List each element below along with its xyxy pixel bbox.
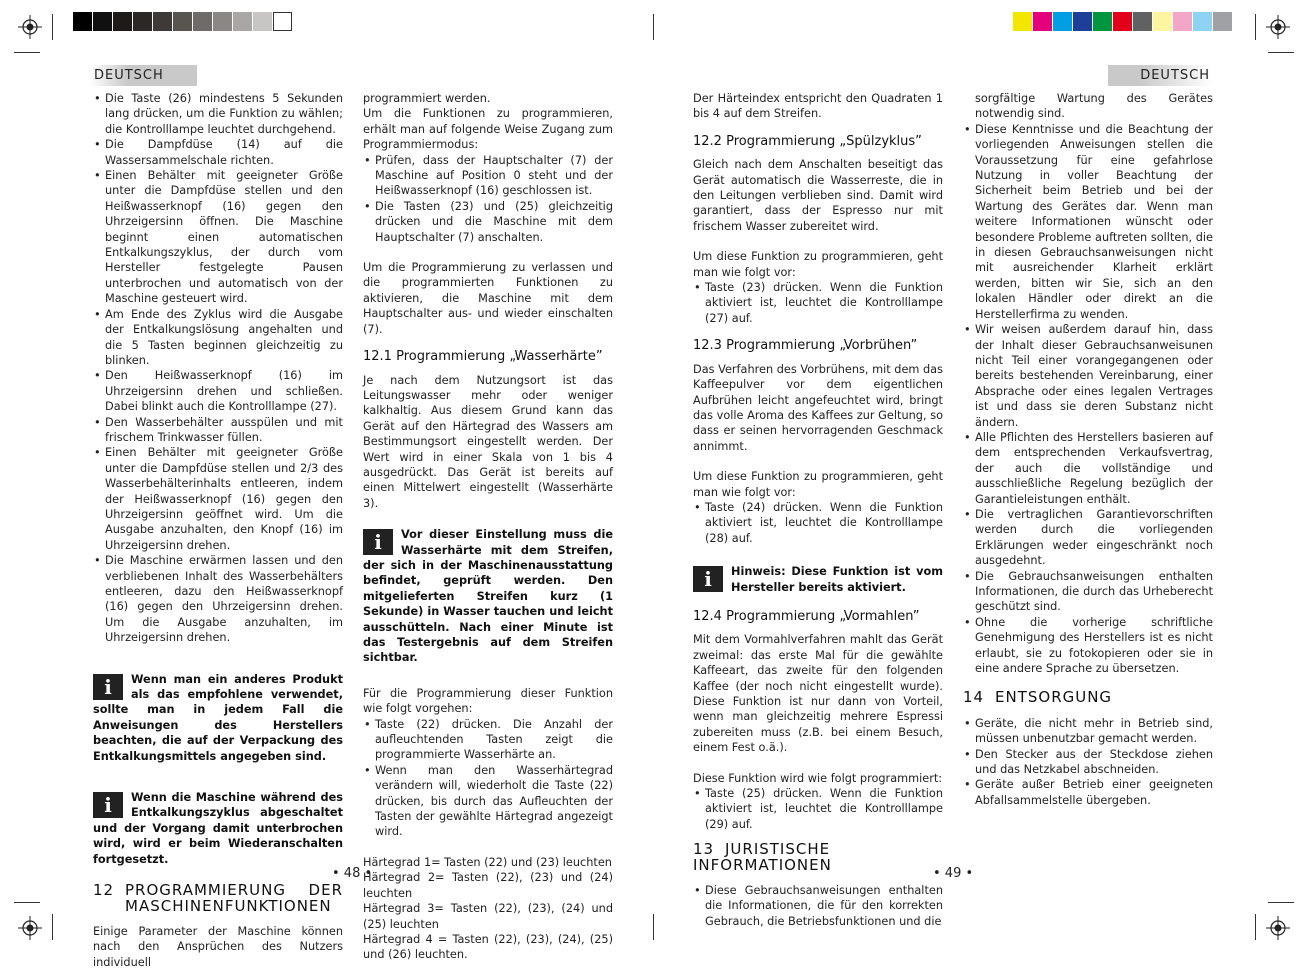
language-tab-right: DEUTSCH bbox=[1108, 65, 1212, 86]
hardness-grade: Härtegrad 3= Tasten (22), (23), (24) und (25) leuchten bbox=[363, 902, 613, 931]
list-item: • Alle Pflichten des Herstellers basieren auf dem entsprechenden Verkaufsvertrag, der auch die vollständige und ausschließliche Regelung bezüglich der Garantieleistungen enthält. bbox=[963, 430, 1213, 507]
crop-mark bbox=[1268, 902, 1294, 903]
crop-mark bbox=[1255, 14, 1256, 40]
crop-mark bbox=[653, 914, 654, 940]
color-swatch bbox=[173, 12, 192, 31]
note-text: Hinweis: Diese Funktion ist vom Hersteller bereits aktiviert. bbox=[731, 565, 943, 594]
info-icon: i bbox=[363, 529, 393, 555]
list-item: • Den Wasserbehälter ausspülen und mit frischem Trinkwasser füllen. bbox=[93, 415, 343, 446]
list-item: • Taste (23) drücken. Wenn die Funktion aktiviert ist, leuchtet die Kontrolllampe (27) auf. bbox=[693, 280, 943, 326]
list-item: • Einen Behälter mit geeigneter Größe unter die Dampfdüse stellen und 2/3 des Wasserbehälterinhalts entleeren, indem der Heißwasserknopf (16) gegen den Uhrzeigersinn geöffnet wird. Um die Ausgabe anzuhalten, den Knopf (16) im Uhrzeigersinn drehen. bbox=[93, 445, 343, 553]
registration-mark-icon bbox=[18, 916, 42, 940]
list-item: • Taste (22) drücken. Die Anzahl der aufleuchtenden Tasten zeigt die programmierte Wasserhärte an. bbox=[363, 717, 613, 763]
paragraph: Diese Funktion wird wie folgt programmiert: bbox=[693, 771, 943, 785]
list-item: • Ohne die vorherige schriftliche Genehmigung des Herstellers ist es nicht erlaubt, sie zu fotokopieren oder sie in eine andere Sprache zu übersetzen. bbox=[963, 615, 1213, 677]
hardness-grade: Härtegrad 1= Tasten (22) und (23) leuchten bbox=[363, 855, 612, 869]
color-swatch bbox=[213, 12, 232, 31]
info-icon: i bbox=[693, 566, 723, 592]
color-swatch bbox=[133, 12, 152, 31]
hardness-grade: Härtegrad 2= Tasten (22), (23) und (24) leuchten bbox=[363, 871, 613, 900]
subsection-heading: 12.4 Programmierung „Vormahlen” bbox=[693, 608, 920, 624]
list-item: • Den Heißwasserknopf (16) im Uhrzeigersinn drehen und schließen. Dabei blinkt auch die Kontrolllampe (27). bbox=[93, 368, 343, 414]
color-swatch bbox=[73, 12, 92, 31]
bullet-list bbox=[693, 500, 943, 546]
subsection-heading: 12.1 Programmierung „Wasserhärte” bbox=[363, 349, 603, 365]
list-item: • Prüfen, dass der Hauptschalter (7) der Maschine auf Position 0 steht und der Heißwasserknopf (16) geschlossen ist. bbox=[363, 153, 613, 199]
bullet-list bbox=[363, 153, 613, 245]
list-item: • Die Maschine erwärmen lassen und den verbliebenen Inhalt des Wasserbehälters entleeren, dazu den Heißwasserknopf (16) gegen den Uhrzeigersinn drehen. Um die Ausgabe anzuhalten, im Uhrzeigersinn drehen. bbox=[93, 553, 343, 645]
color-swatch bbox=[1193, 12, 1212, 31]
legal-info-list bbox=[963, 122, 1213, 677]
list-item: • Die Gebrauchsanweisungen enthalten Informationen, die durch das Urheberecht geschützt sind. bbox=[963, 569, 1213, 615]
paragraph: sorgfältige Wartung des Gerätes notwendig sind. bbox=[975, 92, 1213, 121]
color-swatch bbox=[1093, 12, 1112, 31]
color-swatch bbox=[1053, 12, 1072, 31]
list-item: • Wenn man den Wasserhärtegrad verändern will, wiederholt die Taste (22) drücken, bis durch das Aufleuchten der Tasten der gewählte Härtegrad angezeigt wird. bbox=[363, 763, 613, 840]
page-number-right: • 49 • bbox=[933, 866, 974, 881]
crop-mark bbox=[1255, 914, 1256, 940]
registration-mark-icon bbox=[1266, 916, 1290, 940]
info-icon: i bbox=[93, 674, 123, 700]
color-swatch bbox=[273, 12, 292, 31]
disposal-list bbox=[963, 716, 1213, 808]
paragraph: Für die Programmierung dieser Funktion wie folgt vorgehen: bbox=[363, 686, 613, 716]
crop-mark bbox=[1268, 52, 1294, 53]
column-3 bbox=[693, 91, 943, 929]
list-item: • Taste (24) drücken. Wenn die Funktion aktiviert ist, leuchtet die Kontrolllampe (28) auf. bbox=[693, 500, 943, 546]
paragraph: Mit dem Vormahlverfahren mahlt das Gerät zweimal: das erste Mal für die gewählte Kaffeeart, das zweite für den folgenden Kaffee (der noch nicht eingestellt wurde). Diese Funktion ist nur dann von Vorteil, wenn man gleichzeitig mehrere Espressi zubereiten muss (z.B. bei einem Besuch, einem Fest o.ä.). bbox=[693, 633, 943, 755]
column-4 bbox=[963, 91, 1213, 808]
column-1 bbox=[93, 91, 343, 970]
color-swatch bbox=[93, 12, 112, 31]
paragraph: Je nach dem Nutzungsort ist das Leitungswasser mehr oder weniger kalkhaltig. Aus diesem Grund kann das Gerät auf den Härtegrad des Wassers am Bestimmungsort eingestellt werden. Der Wert wird in einer Skala von 1 bis 4 ausgedrückt. Das Gerät ist bereits auf einen Mittelwert eingestellt (Wasserhärte 3). bbox=[363, 373, 613, 510]
section-heading bbox=[693, 842, 943, 873]
info-icon: i bbox=[93, 792, 123, 818]
crop-mark bbox=[52, 914, 53, 940]
paragraph: Einige Parameter der Maschine können nach den Ansprüchen des Nutzers individuell bbox=[93, 924, 343, 969]
list-item: • Die vertraglichen Garantievorschriften werden durch die vorliegenden Erklärungen weder eingeschränkt noch ausgedehnt. bbox=[963, 507, 1213, 569]
section-title: ENTSORGUNG bbox=[995, 688, 1113, 707]
list-item: • Am Ende des Zyklus wird die Ausgabe der Entkalkungslösung angehalten und die 5 Tasten beginnen gleichzeitig zu blinken. bbox=[93, 307, 343, 369]
descaling-steps-list bbox=[93, 91, 343, 646]
info-note bbox=[693, 564, 943, 595]
paragraph: Das Verfahren des Vorbrühens, mit dem das Kaffeepulver vor dem eigentlichen Aufbrühen leicht angefeuchtet wird, bringt das volle Aroma des Kaffees zur Geltung, so dass er seinen hervorragenden Geschmack annimmt. bbox=[693, 362, 943, 453]
color-swatch bbox=[1133, 12, 1152, 31]
section-heading bbox=[93, 883, 343, 914]
color-swatch bbox=[233, 12, 252, 31]
bullet-list bbox=[363, 717, 613, 840]
paragraph: Der Härteindex entspricht den Quadraten 1 bis 4 auf dem Streifen. bbox=[693, 92, 943, 121]
paragraph: programmiert werden. bbox=[363, 92, 491, 105]
section-number: 13 bbox=[693, 840, 715, 859]
color-swatch bbox=[153, 12, 172, 31]
list-item: • Diese Kenntnisse und die Beachtung der vorliegenden Anweisungen stellen die Voraussetzung für eine gefahrlose Nutzung in voller Beachtung der Sicherheit beim Betrieb und bei der Wartung des Gerätes dar. Wenn man weitere Informationen wünscht oder besondere Probleme auftreten sollten, die in diesen Gebrauchsanweisungen nicht mit ausreichender Klarheit erklärt werden, bitten wir Sie, sich an den lokalen Händler oder direkt an die Herstellerfirma zu wenden. bbox=[963, 122, 1213, 322]
color-swatch bbox=[1113, 12, 1132, 31]
info-note bbox=[93, 672, 343, 764]
paragraph: Um diese Funktion zu programmieren, geht man wie folgt vor: bbox=[693, 250, 943, 279]
color-swatch bbox=[1033, 12, 1052, 31]
list-item: • Wir weisen außerdem darauf hin, dass der Inhalt dieser Gebrauchsanweisunen nicht Teil einer vorangegangenen oder bereits bestehenden Vereinbarung, einer Absprache oder eines legalen Vertrages ist und dass sie deren Substanz nicht ändern. bbox=[963, 322, 1213, 430]
note-text: Wenn die Maschine während des Entkalkungszyklus abgeschaltet und der Vorgang damit unterbrochen wird, wird er beim Wiederanschalten fortgesetzt. bbox=[93, 791, 343, 866]
list-item: • Einen Behälter mit geeigneter Größe unter die Dampfdüse stellen und den Heißwasserknopf (16) gegen den Uhrzeigersinn öffnen. Die Maschine beginnt einen automatischen Entkalkungszyklus, der durch vom Hersteller festgelegte Pausen unterbrochen und automatisch von der Maschine gesteuert wird. bbox=[93, 168, 343, 307]
language-tab-left: DEUTSCH bbox=[90, 65, 197, 86]
crop-mark bbox=[14, 52, 40, 53]
list-item: • Die Dampfdüse (14) auf die Wassersammelschale richten. bbox=[93, 137, 343, 168]
section-number: 14 bbox=[963, 688, 985, 707]
section-number: 12 bbox=[93, 881, 115, 900]
subsection-heading: 12.3 Programmierung „Vorbrühen” bbox=[693, 338, 918, 354]
info-note bbox=[363, 527, 613, 666]
note-text: Vor dieser Einstellung muss die Wasserhärte mit dem Streifen, der sich in der Maschinenausstattung befindet, geprüft werden. Den mitgelieferten Streifen kurz (1 Sekunde) in Wasser tauchen und leicht ausschütteln. Nach einer Minute ist das Testergebnis auf dem Streifen sichtbar. bbox=[363, 528, 613, 665]
bullet-list bbox=[693, 786, 943, 832]
bullet-list bbox=[693, 883, 943, 929]
list-item: • Geräte, die nicht mehr in Betrieb sind, müssen unbenutzbar gemacht werden. bbox=[963, 716, 1213, 747]
info-note bbox=[93, 790, 343, 867]
list-item: • Die Taste (26) mindestens 5 Sekunden lang drücken, um die Funktion zu wählen; die Kontrolllampe leuchtet durchgehend. bbox=[93, 91, 343, 137]
crop-mark bbox=[52, 14, 53, 40]
subsection-heading: 12.2 Programmierung „Spülzyklus” bbox=[693, 133, 922, 149]
section-title: JURISTISCHE INFORMATIONEN bbox=[693, 840, 832, 874]
color-swatch bbox=[1173, 12, 1192, 31]
column-2 bbox=[363, 91, 613, 963]
color-swatch bbox=[1013, 12, 1032, 31]
list-item: • Den Stecker aus der Steckdose ziehen und das Netzkabel abschneiden. bbox=[963, 747, 1213, 778]
list-item: • Taste (25) drücken. Wenn die Funktion aktiviert ist, leuchtet die Kontrolllampe (29) auf. bbox=[693, 786, 943, 832]
paragraph: Um diese Funktion zu programmieren, geht man wie folgt vor: bbox=[693, 470, 943, 499]
section-heading bbox=[963, 690, 1213, 705]
paragraph: Um die Programmierung zu verlassen und die programmierten Funktionen zu aktivieren, die Maschine mit dem Hauptschalter aus- und wieder einschalten (7). bbox=[363, 261, 613, 336]
hardness-grade: Härtegrad 4 = Tasten (22), (23), (24), (25) und (26) leuchten. bbox=[363, 932, 613, 962]
paragraph: Um die Funktionen zu programmieren, erhält man auf folgende Weise Zugang zum Programmiermodus: bbox=[363, 107, 613, 152]
color-swatch bbox=[1073, 12, 1092, 31]
color-swatch bbox=[113, 12, 132, 31]
paragraph: Gleich nach dem Anschalten beseitigt das Gerät automatisch die Wasserreste, die in den Leitungen verblieben sind. Damit wird garantiert, dass der Espresso nur mit frischem Wasser zubereitet wird. bbox=[693, 158, 943, 233]
crop-mark bbox=[653, 14, 654, 40]
color-swatch bbox=[253, 12, 272, 31]
note-text: Wenn man ein anderes Produkt als das empfohlene verwendet, sollte man in jedem Fall die Anweisungen des Herstellers beachten, die auf der Verpackung des Entkalkungsmittels angegeben sind. bbox=[93, 672, 343, 763]
section-title: PROGRAMMIERUNG DER MASCHINENFUNKTIONEN bbox=[125, 881, 343, 915]
registration-mark-icon bbox=[18, 15, 42, 39]
list-item: • Geräte außer Betrieb einer geeigneten Abfallsammelstelle übergeben. bbox=[963, 777, 1213, 808]
page-number-left: • 48 • bbox=[332, 866, 373, 881]
list-item: • Diese Gebrauchsanweisungen enthalten die Informationen, die für den korrekten Gebrauch, die Betriebsfunktionen und die bbox=[693, 883, 943, 929]
color-swatch bbox=[1213, 12, 1232, 31]
color-swatch bbox=[1153, 12, 1172, 31]
bullet-list bbox=[693, 280, 943, 326]
crop-mark bbox=[14, 902, 40, 903]
registration-mark-icon bbox=[1266, 15, 1290, 39]
color-swatch bbox=[193, 12, 212, 31]
list-item: • Die Tasten (23) und (25) gleichzeitig drücken und die Maschine mit dem Hauptschalter (7) anschalten. bbox=[363, 199, 613, 245]
